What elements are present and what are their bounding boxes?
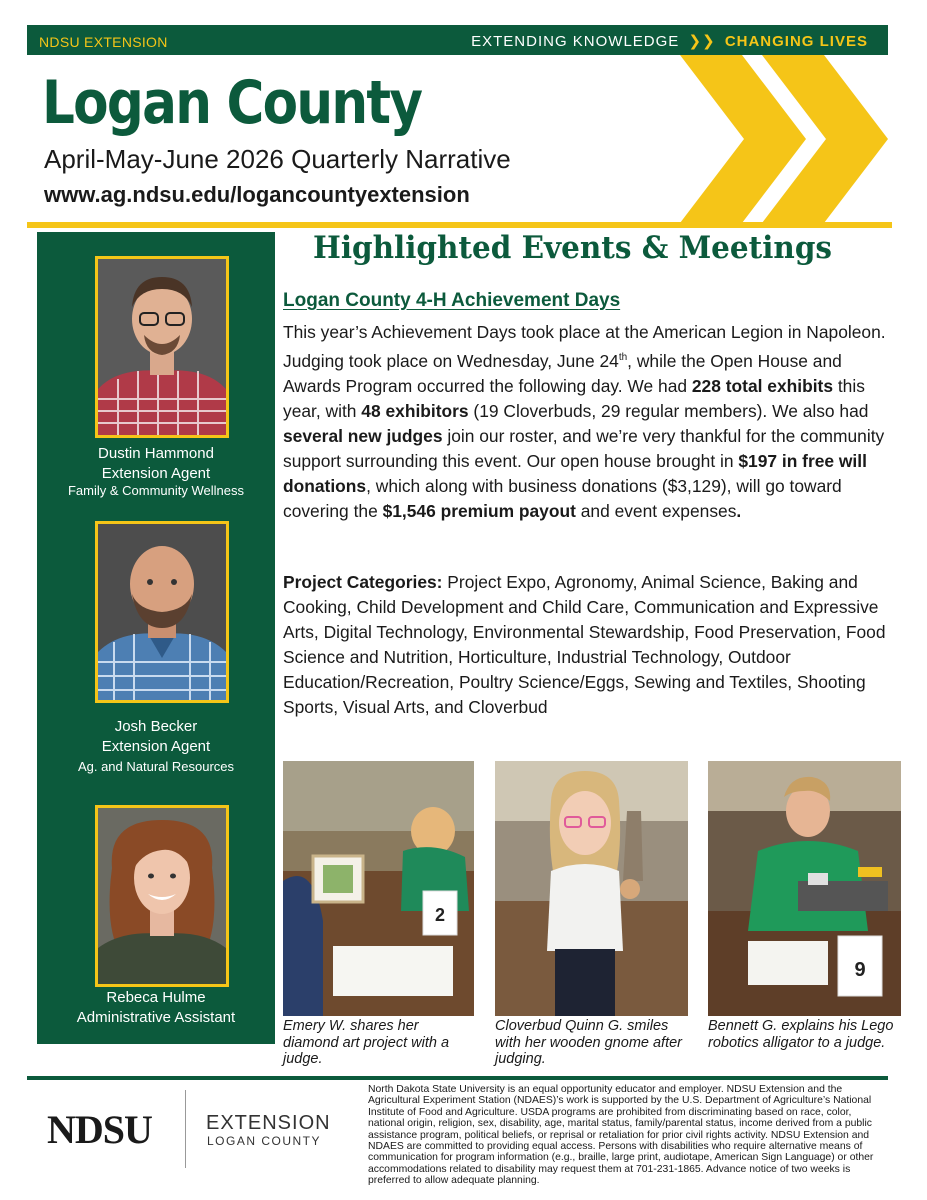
county-label: LOGAN COUNTY — [207, 1134, 322, 1148]
staff-photo-josh — [95, 521, 229, 703]
staff-photo-dustin — [95, 256, 229, 438]
footer-divider — [27, 1076, 888, 1080]
categories-label: Project Categories: — [283, 572, 443, 592]
categories-list: Project Expo, Agronomy, Animal Science, Baking and Cooking, Child Development and Child Care, Communication and Expressive Arts, Digital Technology, Environmental Stewardship, Food Preservation, Food Science and Nutrition, Horticulture, Industrial Technology, Outdoor Education/Recreation, Poultry Science/Eggs, Sewing and Textiles, Shooting Sports, Visual Arts, and Cloverbud — [283, 572, 886, 717]
staff-photo-rebeca — [95, 805, 229, 987]
staff-name: Josh Becker — [114, 718, 198, 735]
article-title: Logan County 4-H Achievement Days — [283, 290, 621, 311]
photo-caption: Bennett G. explains his Lego robotics alligator to a judge. — [708, 1018, 894, 1051]
photo-caption: Cloverbud Quinn G. smiles with her wooden gnome after judging. — [495, 1018, 682, 1067]
tagline — [471, 32, 868, 50]
tagline-part2: CHANGING LIVES — [724, 33, 868, 50]
event-photo-bennett — [708, 761, 901, 1016]
logo-divider — [185, 1090, 186, 1168]
equal-opportunity-disclaimer: North Dakota State University is an equal opportunity educator and employer. NDSU Extension and the Agricultural Experiment Station (NDAES)’s work is supported by the U.S. Department of Agriculture’s National Institute of Food and Agriculture. USDA programs are prohibited from discriminating based on race, color, national origin, religion, sex, disability, age, marital status, family/parental status, income derived from a public assistance program, political beliefs, or reprisal or retaliation for prior civil rights activity. NDSU Extension and NDAES are committed to providing equal access. Persons with disabilities who require alternative means of communication for program information (e.g., braille, large print, audiotape, American Sign Language) or other accommodations related to disability may request them at 701-231-1865. Advance notice of two weeks is preferred to allow adequate planning. — [368, 1084, 874, 1187]
page-subtitle: April-May-June 2026 Quarterly Narrative — [44, 144, 511, 174]
tagline-part1: EXTENDING KNOWLEDGE — [471, 33, 680, 50]
staff-name: Rebeca Hulme — [106, 989, 206, 1006]
event-photo-quinn — [495, 761, 688, 1016]
staff-title: Extension Agent — [101, 465, 211, 482]
staff-name: Dustin Hammond — [98, 445, 214, 462]
extension-label: EXTENSION — [206, 1112, 331, 1134]
staff-area: Ag. and Natural Resources — [77, 759, 235, 774]
ndsu-logo: NDSU — [47, 1107, 152, 1152]
card-number: 9 — [854, 959, 866, 981]
gold-chevrons-graphic — [680, 55, 890, 223]
org-label: NDSU EXTENSION — [39, 34, 168, 50]
top-banner — [27, 25, 888, 55]
staff-area: Family & Community Wellness — [67, 483, 245, 498]
website-link[interactable]: www.ag.ndsu.edu/logancountyextension — [44, 182, 470, 207]
photo-caption: Emery W. shares her diamond art project with a judge. — [283, 1018, 450, 1067]
header-divider — [27, 222, 892, 228]
staff-title: Administrative Assistant — [76, 1009, 236, 1026]
staff-sidebar — [37, 232, 275, 1044]
section-heading: Highlighted Events & Meetings — [313, 230, 833, 266]
card-number: 2 — [434, 905, 446, 925]
double-chevron-icon: ❯❯ — [688, 33, 716, 50]
article-body: This year’s Achievement Days took place at the American Legion in Napoleon. Judging took place on Wednesday, June 24th, while the Open House and Awards Program occurred the following day. We had 228 total exhibits this year, with 48 exhibitors (19 Cloverbuds, 29 regular members). We also had several new judges join our roster, and we’re very thankful for the community support surrounding this event. Our open house brought in $197 in free will donations, which along with business donations ($3,129), will go toward covering the $1,546 premium payout and event expenses. — [283, 322, 886, 521]
project-categories — [283, 570, 898, 720]
page-title: Logan County — [42, 68, 422, 138]
event-photo-emery — [283, 761, 474, 1016]
staff-title: Extension Agent — [101, 738, 211, 755]
